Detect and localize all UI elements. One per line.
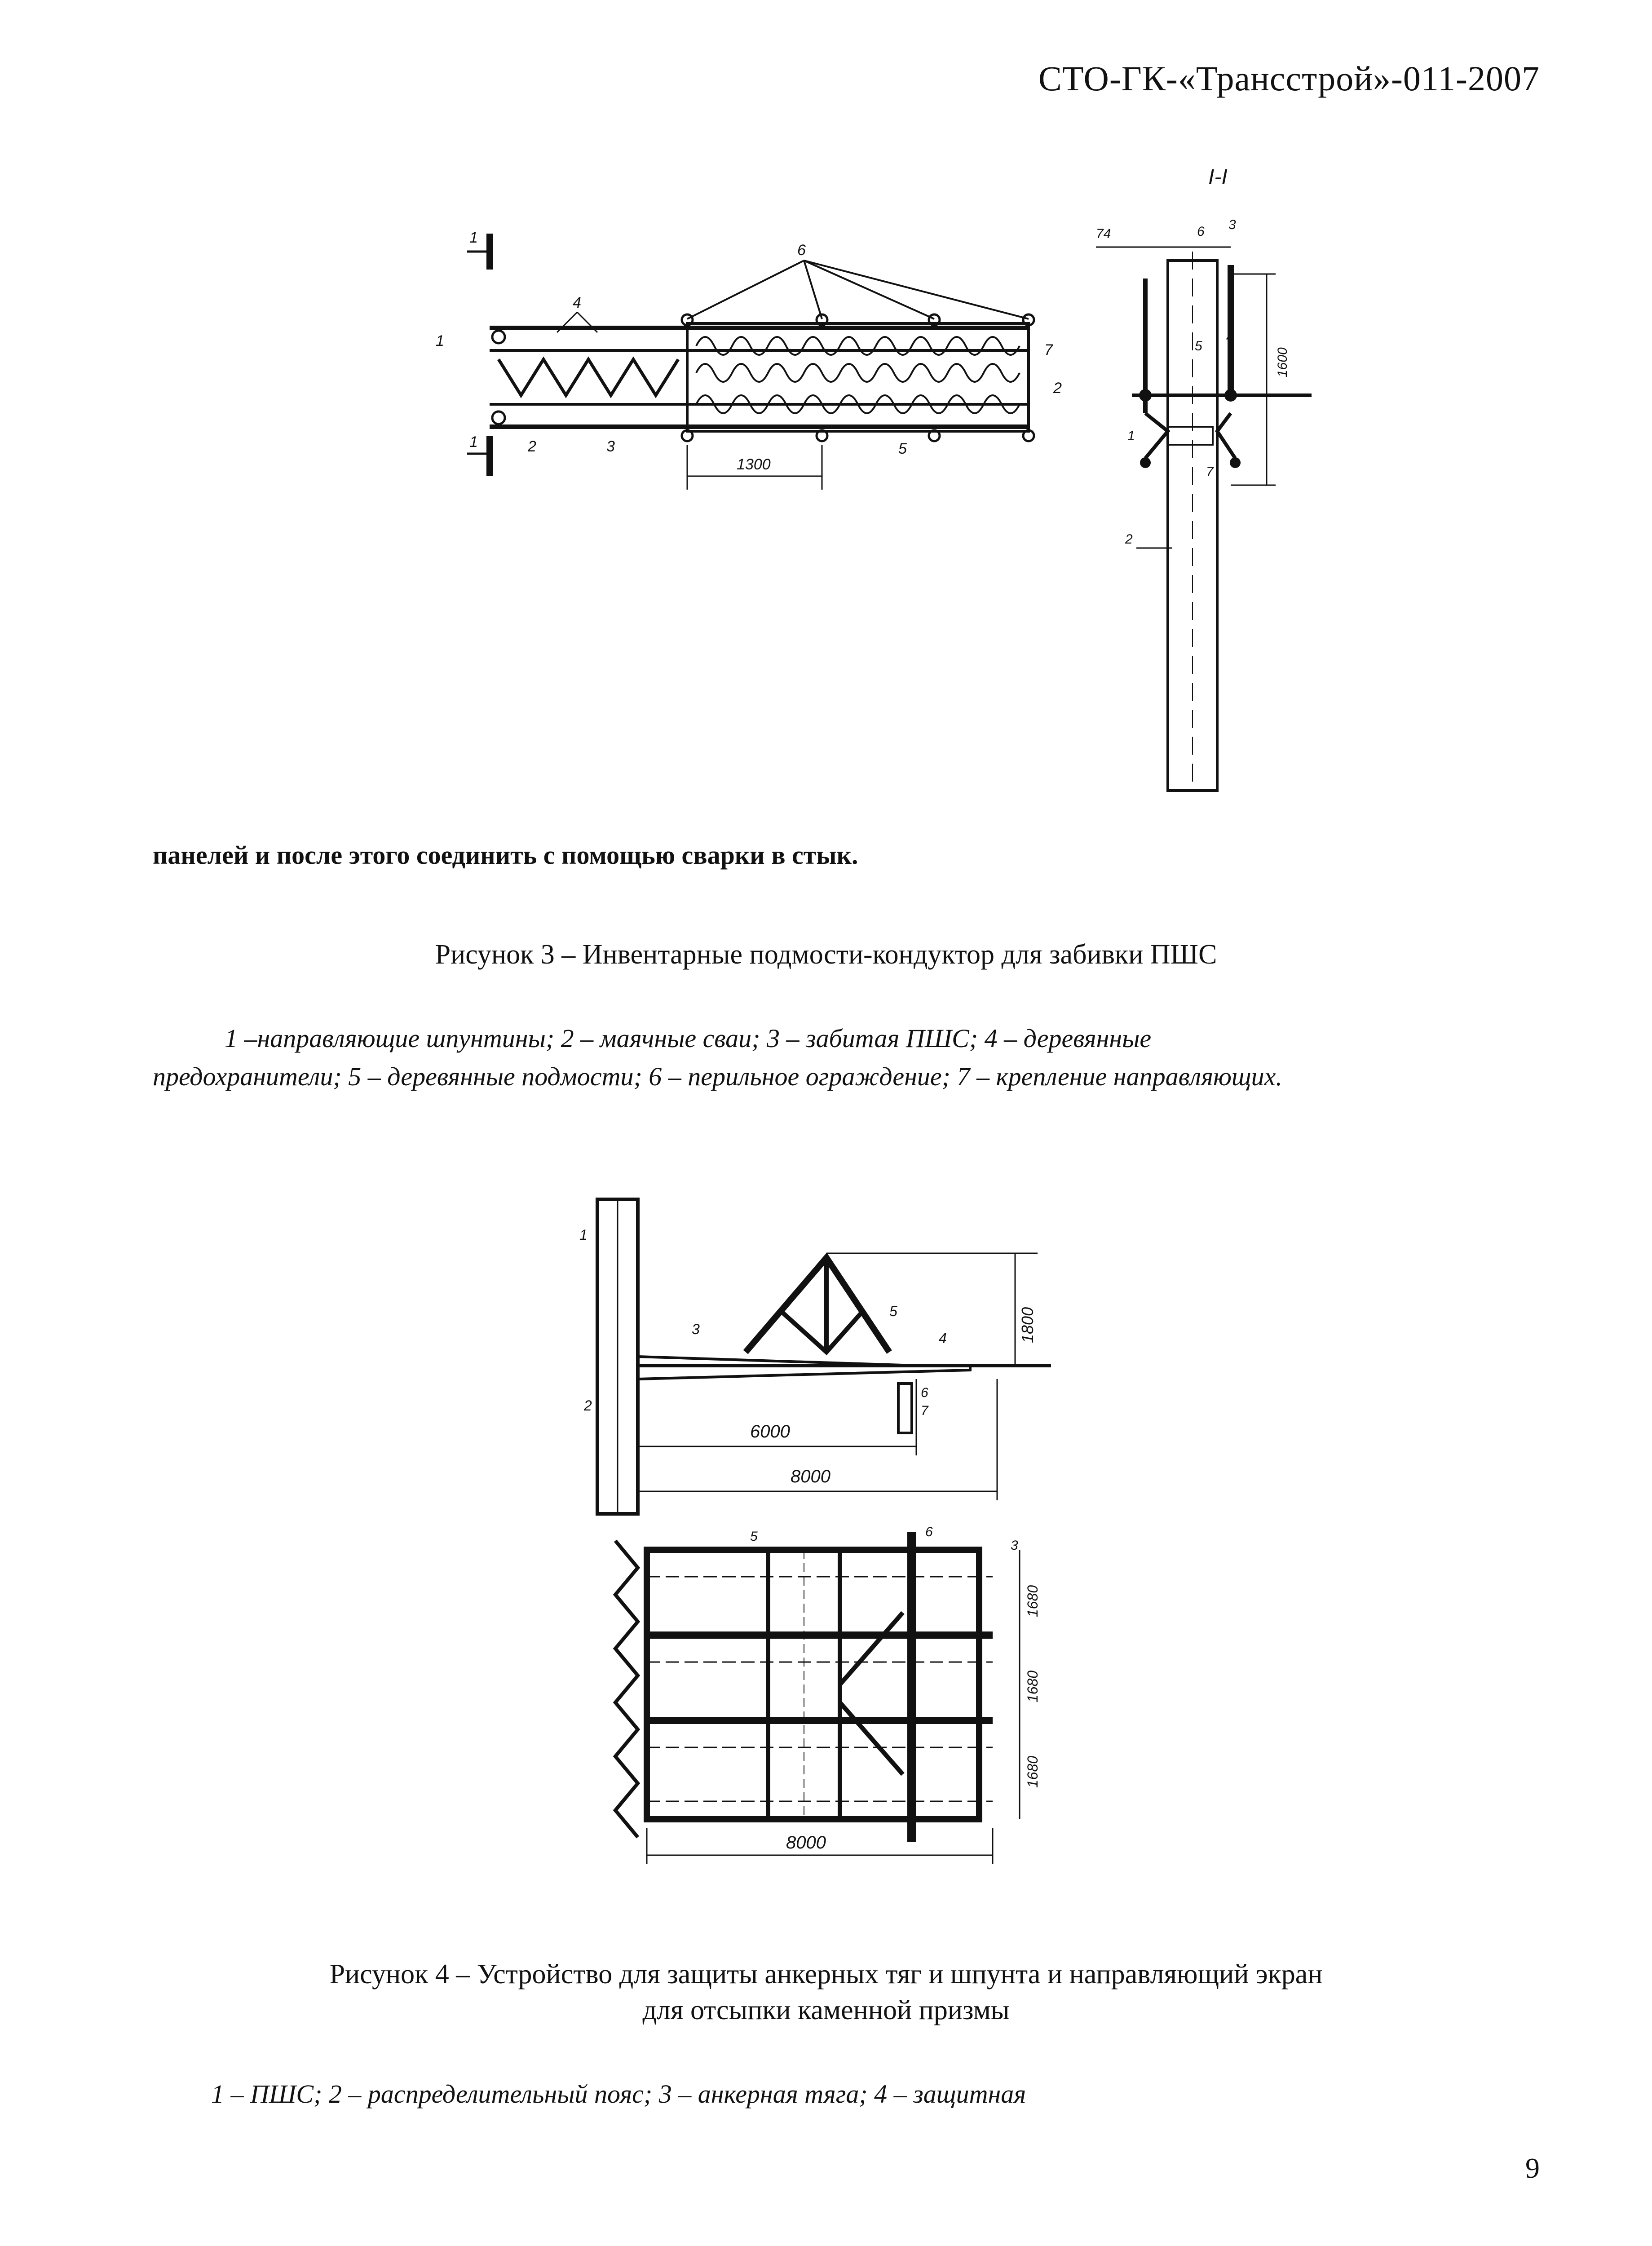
plan4-dimension-3: 1680 bbox=[1025, 1755, 1041, 1788]
plan-mark-2: 2 bbox=[528, 438, 536, 455]
figure4-caption-line2: для отсыпки каменной призмы bbox=[642, 1995, 1010, 2025]
plan-mark-3: 3 bbox=[606, 438, 615, 455]
plan4-dimension-2: 1680 bbox=[1025, 1670, 1041, 1702]
figure4-caption-line1: Рисунок 4 – Устройство для защиты анкерных тяг и шпунта и направляющий экран bbox=[329, 1959, 1323, 1990]
continuation-paragraph: панелей и после этого соединить с помощью сварки в стык. bbox=[153, 840, 858, 870]
document-code-header: СТО-ГК-«Трансстрой»-011-2007 bbox=[1038, 59, 1540, 98]
figure3-plan-drawing bbox=[427, 225, 1078, 503]
section-mark-3: 3 bbox=[1228, 217, 1236, 232]
figure4-plan-drawing bbox=[588, 1523, 1087, 1882]
elev-mark-4: 4 bbox=[939, 1330, 947, 1346]
plan-mark-1b: 1 bbox=[469, 433, 478, 451]
elev-mark-2: 2 bbox=[584, 1397, 592, 1414]
section-mark-2: 2 bbox=[1125, 532, 1133, 547]
plan-mark-1a: 1 bbox=[469, 229, 478, 246]
plan4-dimension-width: 8000 bbox=[786, 1833, 826, 1853]
plan-mark-2r: 2 bbox=[1053, 380, 1062, 397]
figure3-caption: Рисунок 3 – Инвентарные подмости-кондуктор для забивки ПШС bbox=[435, 939, 1217, 970]
section-mark-6: 6 bbox=[1197, 224, 1205, 239]
plan-mark-5: 5 bbox=[898, 440, 907, 457]
figure4-legend-line1: 1 – ПШС; 2 – распределительный пояс; 3 – анкерная тяга; 4 – защитная bbox=[211, 2079, 1026, 2109]
section-mark-4: 4 bbox=[1226, 330, 1234, 345]
figure3-section-drawing bbox=[1078, 162, 1312, 800]
elev-mark-6: 6 bbox=[921, 1385, 928, 1400]
elev-mark-5: 5 bbox=[889, 1303, 897, 1319]
page-number: 9 bbox=[1525, 2152, 1540, 2184]
elev-dimension-8000: 8000 bbox=[791, 1467, 830, 1486]
elev-mark-3: 3 bbox=[692, 1321, 700, 1337]
section-dimension-1600: 1600 bbox=[1275, 347, 1290, 377]
section-label: I-I bbox=[1208, 165, 1228, 189]
section-mark-74: 74 bbox=[1096, 226, 1111, 241]
plan4-mark-5: 5 bbox=[750, 1529, 758, 1544]
plan4-mark-3: 3 bbox=[1011, 1538, 1018, 1553]
section-mark-1: 1 bbox=[1127, 429, 1135, 443]
plan-dimension-1300: 1300 bbox=[737, 456, 771, 473]
section-mark-5: 5 bbox=[1195, 339, 1202, 354]
plan4-mark-6: 6 bbox=[925, 1525, 933, 1539]
figure4-elevation-drawing bbox=[566, 1186, 1087, 1527]
elev-mark-7: 7 bbox=[921, 1403, 928, 1418]
plan-mark-1l: 1 bbox=[436, 332, 444, 349]
plan-mark-7: 7 bbox=[1044, 341, 1053, 358]
elev-mark-1: 1 bbox=[579, 1227, 587, 1243]
plan-mark-4: 4 bbox=[573, 294, 581, 311]
plan-mark-6: 6 bbox=[797, 242, 806, 259]
elev-dimension-1800: 1800 bbox=[1018, 1307, 1037, 1343]
plan4-dimension-1: 1680 bbox=[1025, 1585, 1041, 1617]
section-mark-7: 7 bbox=[1206, 464, 1214, 479]
figure3-legend-line1: 1 –направляющие шпунтины; 2 – маячные сваи; 3 – забитая ПШС; 4 – деревянные bbox=[225, 1024, 1152, 1053]
figure3-legend-line2: предохранители; 5 – деревянные подмости; 6 – перильное ограждение; 7 – крепление направляющих. bbox=[153, 1062, 1282, 1091]
elev-dimension-6000: 6000 bbox=[750, 1422, 790, 1441]
